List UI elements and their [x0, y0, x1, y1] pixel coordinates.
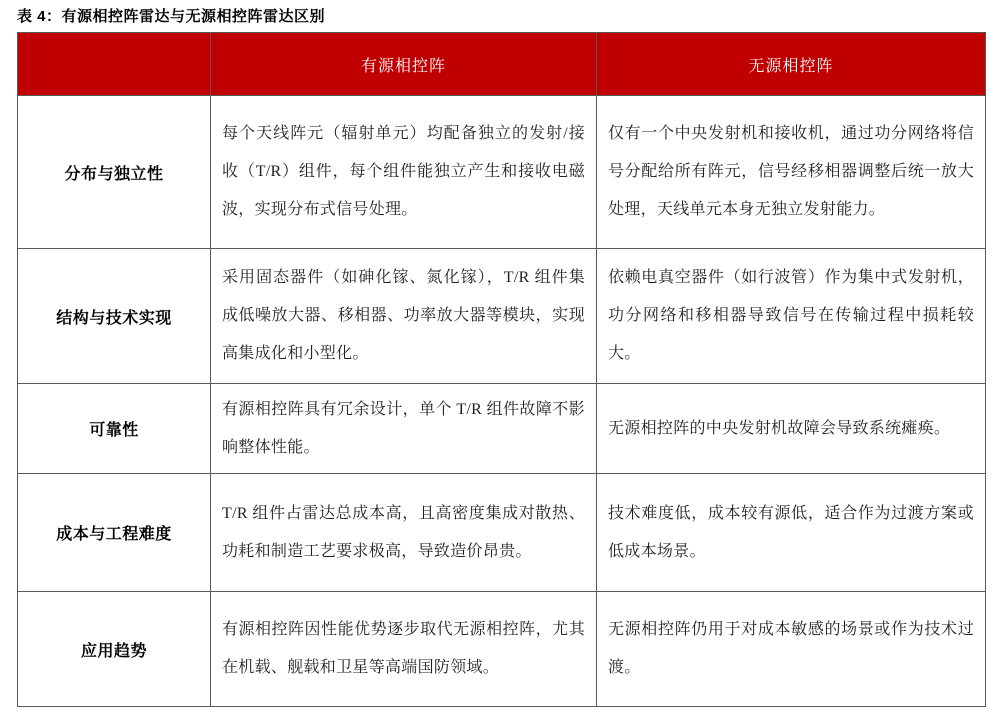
comparison-table — [17, 32, 986, 707]
passive-array-cell: 无源相控阵的中央发射机故障会导致系统瘫痪。 — [597, 384, 986, 474]
active-array-cell: 有源相控阵具有冗余设计，单个 T/R 组件故障不影响整体性能。 — [211, 384, 597, 474]
row-label: 结构与技术实现 — [18, 249, 211, 384]
passive-array-cell: 仅有一个中央发射机和接收机，通过功分网络将信号分配给所有阵元，信号经移相器调整后统一放大处理，天线单元本身无独立发射能力。 — [597, 96, 986, 249]
table-title: 表 4：有源相控阵雷达与无源相控阵雷达区别 — [17, 8, 326, 25]
table-row-cost — [18, 474, 986, 592]
header-cell-active-array: 有源相控阵 — [211, 33, 597, 96]
table-header-row — [18, 33, 986, 96]
table-row-reliability — [18, 384, 986, 474]
passive-array-cell: 技术难度低，成本较有源低，适合作为过渡方案或低成本场景。 — [597, 474, 986, 592]
row-label: 分布与独立性 — [18, 96, 211, 249]
table-row-distribution — [18, 96, 986, 249]
active-array-cell: 有源相控阵因性能优势逐步取代无源相控阵，尤其在机载、舰载和卫星等高端国防领域。 — [211, 592, 597, 707]
row-label: 成本与工程难度 — [18, 474, 211, 592]
passive-array-cell: 无源相控阵仍用于对成本敏感的场景或作为技术过渡。 — [597, 592, 986, 707]
row-label: 可靠性 — [18, 384, 211, 474]
table-row-trend — [18, 592, 986, 707]
active-array-cell: T/R 组件占雷达总成本高，且高密度集成对散热、功耗和制造工艺要求极高，导致造价昂贵。 — [211, 474, 597, 592]
active-array-cell: 每个天线阵元（辐射单元）均配备独立的发射/接收（T/R）组件，每个组件能独立产生和接收电磁波，实现分布式信号处理。 — [211, 96, 597, 249]
row-label: 应用趋势 — [18, 592, 211, 707]
header-cell-passive-array: 无源相控阵 — [597, 33, 986, 96]
active-array-cell: 采用固态器件（如砷化镓、氮化镓），T/R 组件集成低噪放大器、移相器、功率放大器等模块，实现高集成化和小型化。 — [211, 249, 597, 384]
passive-array-cell: 依赖电真空器件（如行波管）作为集中式发射机，功分网络和移相器导致信号在传输过程中损耗较大。 — [597, 249, 986, 384]
header-cell-empty — [18, 33, 211, 96]
table-row-structure — [18, 249, 986, 384]
